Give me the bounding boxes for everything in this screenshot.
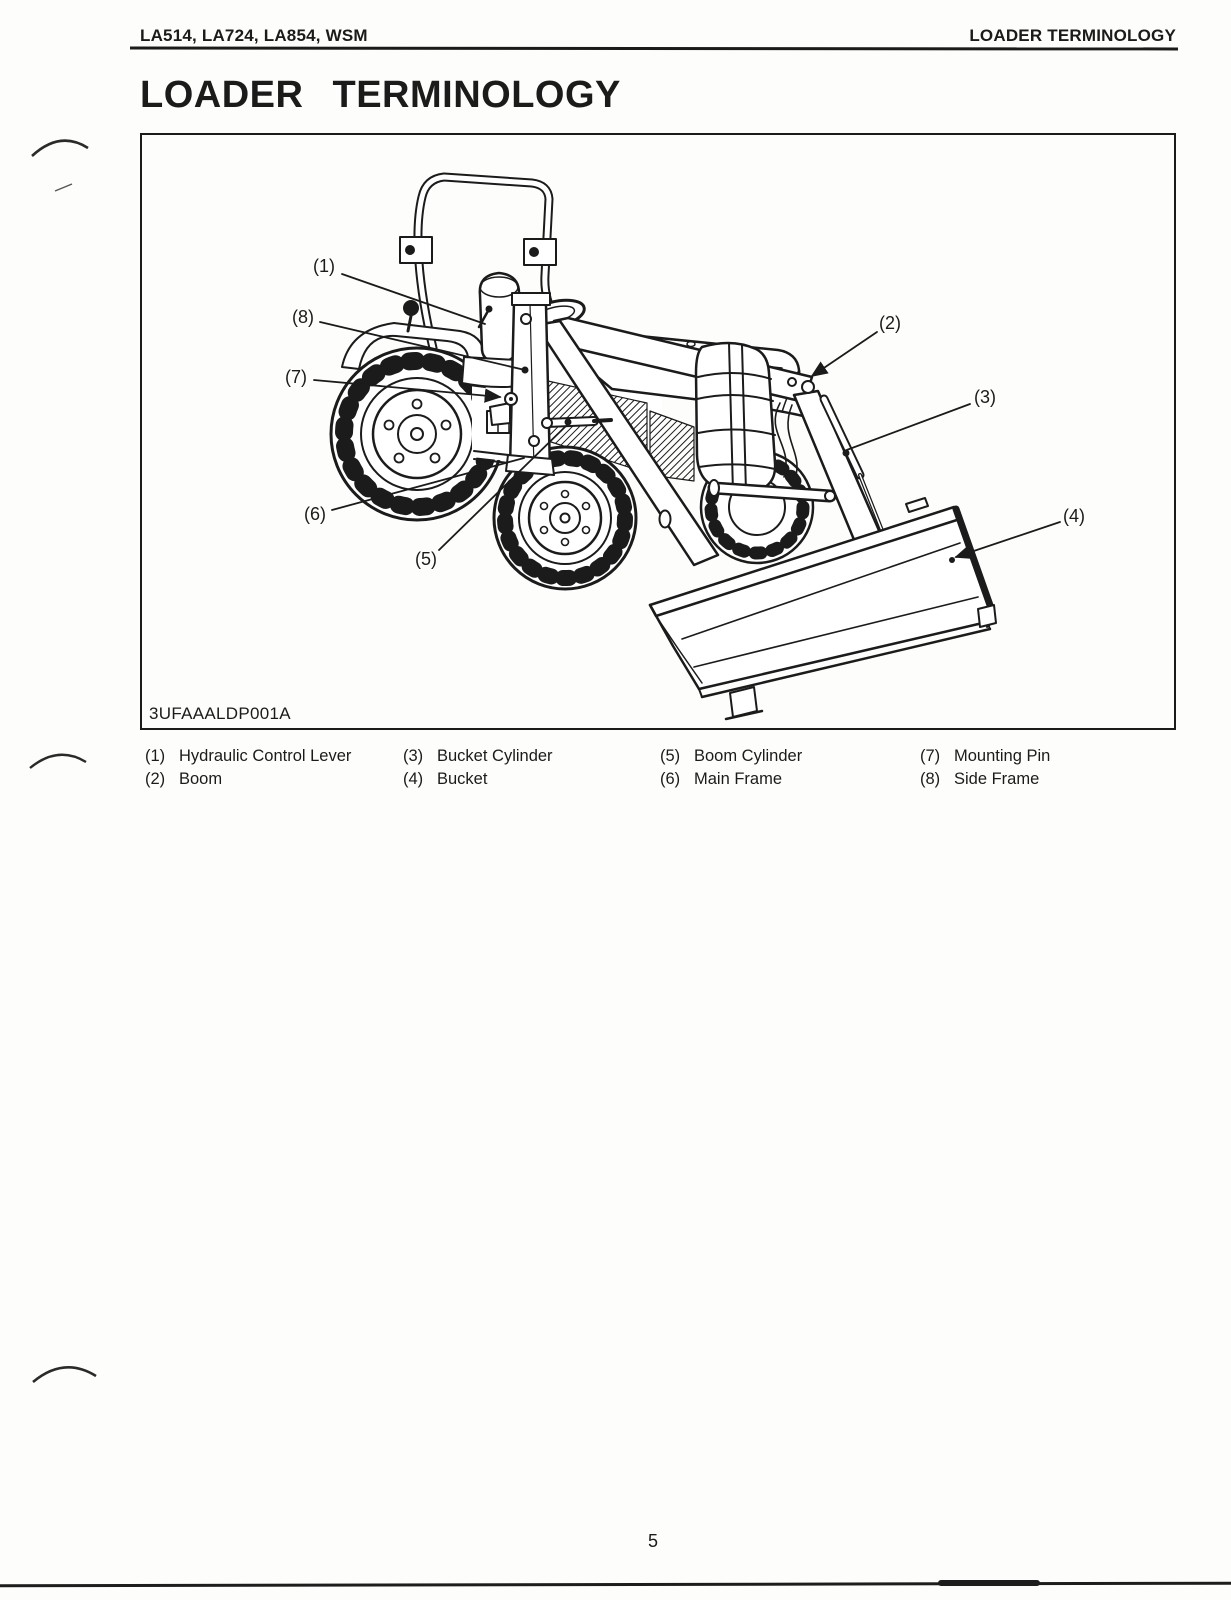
legend-item-label: Boom xyxy=(179,770,223,788)
legend-item-number: (4) xyxy=(403,770,424,788)
scan-edge-line xyxy=(0,1582,1231,1588)
legend-item-label: Mounting Pin xyxy=(954,747,1051,765)
binding-arc-mark xyxy=(24,742,94,776)
callout-tag-1: (1) xyxy=(313,256,335,276)
leader-4 xyxy=(956,522,1060,557)
callout-tag-5: (5) xyxy=(415,549,437,569)
legend-item xyxy=(145,747,403,770)
scan-edge-blob xyxy=(938,1580,1040,1586)
binding-arc-mark xyxy=(26,128,96,162)
legend-item-label: Side Frame xyxy=(954,770,1040,788)
loader-terminology-diagram xyxy=(142,135,1174,728)
leader-3 xyxy=(844,404,970,451)
binding-slash-mark xyxy=(52,180,76,194)
binding-arc-mark xyxy=(28,1352,104,1392)
leader-1 xyxy=(342,274,485,324)
gear-lever-knob xyxy=(403,300,419,316)
legend-item xyxy=(660,747,920,770)
figure-code: 3UFAAALDP001A xyxy=(149,704,291,723)
legend-item xyxy=(403,747,660,770)
legend-item xyxy=(145,770,403,793)
boom-pivot-joint xyxy=(802,381,814,393)
figure-box xyxy=(140,133,1176,730)
figure-legend xyxy=(145,747,1176,793)
legend-item-label: Main Frame xyxy=(694,770,783,788)
header-rule xyxy=(130,47,1178,51)
legend-item xyxy=(403,770,660,793)
front-guard xyxy=(696,343,775,493)
legend-item-number: (8) xyxy=(920,770,941,788)
callout-tag-2: (2) xyxy=(879,313,901,333)
leader-2 xyxy=(812,332,877,376)
callout-tag-3: (3) xyxy=(974,387,996,407)
legend-item-label: Bucket Cylinder xyxy=(437,747,553,765)
legend-item-label: Bucket xyxy=(437,770,488,788)
page-title: LOADER TERMINOLOGY xyxy=(140,74,621,116)
legend-item-number: (1) xyxy=(145,747,166,765)
page-number: 5 xyxy=(648,1531,659,1551)
legend-item-label: Hydraulic Control Lever xyxy=(179,747,352,765)
header-section: LOADER TERMINOLOGY xyxy=(969,26,1176,45)
boom-pivot-joint xyxy=(788,378,796,386)
legend-item-number: (3) xyxy=(403,747,424,765)
legend-item xyxy=(920,770,1176,793)
header-models: LA514, LA724, LA854, WSM xyxy=(140,26,368,45)
callout-tag-4: (4) xyxy=(1063,506,1085,526)
legend-item xyxy=(920,747,1176,770)
callout-tag-7: (7) xyxy=(285,367,307,387)
legend-item-number: (2) xyxy=(145,770,166,788)
legend-item-number: (5) xyxy=(660,747,681,765)
legend-item-number: (6) xyxy=(660,770,681,788)
legend-item-number: (7) xyxy=(920,747,941,765)
callout-tag-6: (6) xyxy=(304,504,326,524)
legend-item xyxy=(660,770,920,793)
legend-item-label: Boom Cylinder xyxy=(694,747,803,765)
callout-tag-8: (8) xyxy=(292,307,314,327)
